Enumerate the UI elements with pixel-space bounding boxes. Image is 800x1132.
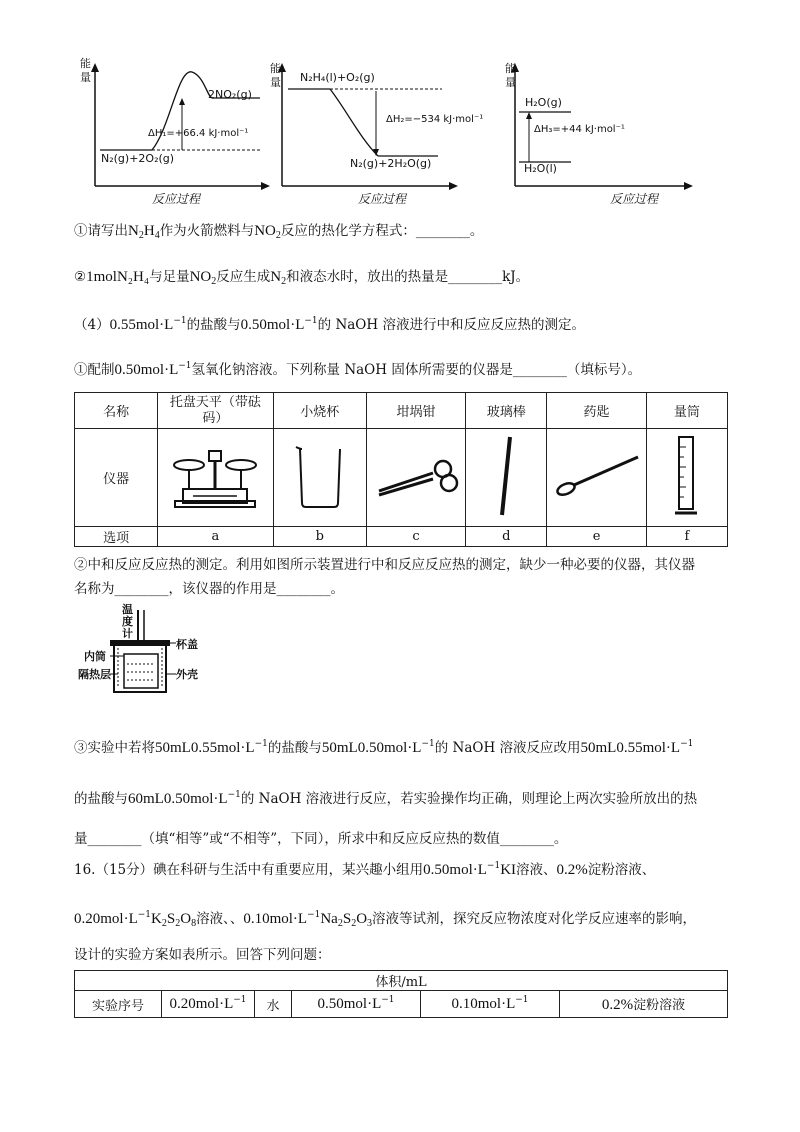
- table-cell: c: [366, 527, 465, 547]
- beaker-image: [273, 429, 366, 527]
- question-4-3-line3: 量________（填“相等”或“不相等”，下同），所求中和反应反应热的数值________。: [74, 831, 568, 847]
- question-4-3-line1: ③实验中若将$50mL0.55mol\cdot L^{-1}$的盐酸与$50mL0.50mol\cdot L^{-1}$的 NaOH 溶液反应改用$50mL0.55mol\cdot L^{-1}$: [74, 739, 694, 756]
- table-cell: a: [158, 527, 273, 547]
- diagram-3-y-label: 能量: [505, 62, 516, 89]
- table-head-label: 名称: [75, 393, 158, 429]
- table-row: [75, 991, 728, 1018]
- table-header: 实验序号: [75, 991, 162, 1018]
- question-4-3-line2: 的盐酸与$60mL0.50mol\cdot L^{-1}$的 NaOH 溶液进行反应，若实验操作均正确，则理论上两次实验所放出的热: [74, 790, 698, 807]
- volume-table: [74, 970, 728, 1018]
- crucible-tongs-image: [366, 429, 465, 527]
- table-option-label: 选项: [75, 527, 158, 547]
- thermometer-label: 温度计: [122, 603, 133, 640]
- diagram-2-product: N₂(g)+2H₂O(g): [350, 157, 432, 170]
- diagram-2-reactant: N₂H₄(l)+O₂(g): [300, 71, 375, 84]
- diagram-1-reactant: N₂(g)+2O₂(g): [101, 152, 175, 165]
- table-header: 水: [255, 991, 292, 1018]
- question-1: ①请写出$N_2H_4$作为火箭燃料与$NO_2$反应的热化学方程式：________。: [74, 223, 484, 241]
- volume-table-title: 体积/mL: [75, 971, 728, 991]
- question-2: ②1molN₂H₄与足量$NO_2$反应生成$N_2$和液态水时，放出的热量是________kJ。: [74, 269, 530, 287]
- balance-image: [158, 429, 273, 527]
- spatula-image: [547, 429, 646, 527]
- table-header: 小烧杯: [273, 393, 366, 429]
- table-header: $0.10mol\cdot L^{-1}$: [421, 991, 560, 1018]
- instrument-table: [74, 392, 728, 547]
- table-header: 量筒: [646, 393, 727, 429]
- question-16-line1: 16.（15分）碘在科研与生活中有重要应用，某兴趣小组用$0.50mol\cdot L^{-1}KI$溶液、0.2%淀粉溶液、: [74, 861, 656, 878]
- question-16-line2: $0.20mol\cdot L^{-1}K_2S_2O_8$溶液、、$0.10mol\cdot L^{-1}Na_2S_2O_3$溶液等试剂，探究反应物浓度对化学反应速率的影响，: [74, 910, 697, 929]
- diagram-1-y-label: 能量: [80, 57, 91, 84]
- question-16-line3: 设计的实验方案如表所示。回答下列问题：: [74, 947, 331, 963]
- outer-shell-label: 外壳: [176, 668, 198, 681]
- table-row-label: 仪器: [75, 429, 158, 527]
- table-header: 0.2%淀粉溶液: [560, 991, 728, 1018]
- table-header: 托盘天平（带砝码）: [158, 393, 273, 429]
- diagram-3-top: H₂O(g): [525, 96, 562, 109]
- table-header: 坩埚钳: [366, 393, 465, 429]
- table-header: $0.50mol\cdot L^{-1}$: [292, 991, 421, 1018]
- insulation-label: 隔热层: [78, 668, 111, 681]
- diagram-3-x-label: 反应过程: [610, 192, 659, 206]
- diagram-2-dh: ΔH₂=−534 kJ·mol⁻¹: [386, 114, 484, 125]
- diagram-2-y-label: 能量: [270, 62, 281, 89]
- table-row: [75, 527, 728, 547]
- graduated-cylinder-image: [646, 429, 727, 527]
- table-cell: d: [466, 527, 547, 547]
- diagram-2-x-label: 反应过程: [358, 192, 407, 206]
- question-4-1: ①配制$0.50mol\cdot L^{-1}$氢氧化钠溶液。下列称量 NaOH 固体所需要的仪器是________（填标号）。: [74, 361, 642, 378]
- table-header: 玻璃棒: [466, 393, 547, 429]
- diagram-1-x-label: 反应过程: [152, 192, 201, 206]
- question-4-2-line2: 名称为________，该仪器的作用是________。: [74, 581, 344, 597]
- question-4: $(4)0.55mol\cdot L^{-1}$的盐酸与$0.50mol\cdot L^{-1}$的 NaOH 溶液进行中和反应反应热的测定。: [74, 316, 585, 333]
- table-header: 药匙: [547, 393, 646, 429]
- table-cell: f: [646, 527, 727, 547]
- table-cell: e: [547, 527, 646, 547]
- table-header: $0.20mol\cdot L^{-1}$: [162, 991, 255, 1018]
- inner-cylinder-label: 内筒: [84, 650, 106, 663]
- table-cell: b: [273, 527, 366, 547]
- diagram-3-bottom: H₂O(l): [524, 162, 557, 175]
- diagram-3-dh: ΔH₃=+44 kJ·mol⁻¹: [534, 124, 625, 135]
- diagram-1-dh: ΔH₁=+66.4 kJ·mol⁻¹: [148, 128, 249, 139]
- glass-rod-image: [466, 429, 547, 527]
- table-row: [75, 393, 728, 429]
- diagram-1-product: 2NO₂(g): [208, 88, 252, 101]
- table-row: [75, 429, 728, 527]
- lid-label: 杯盖: [176, 638, 198, 651]
- question-4-2-line1: ②中和反应反应热的测定。利用如图所示装置进行中和反应反应热的测定，缺少一种必要的仪器，其仪器: [74, 557, 695, 573]
- table-row: [75, 971, 728, 991]
